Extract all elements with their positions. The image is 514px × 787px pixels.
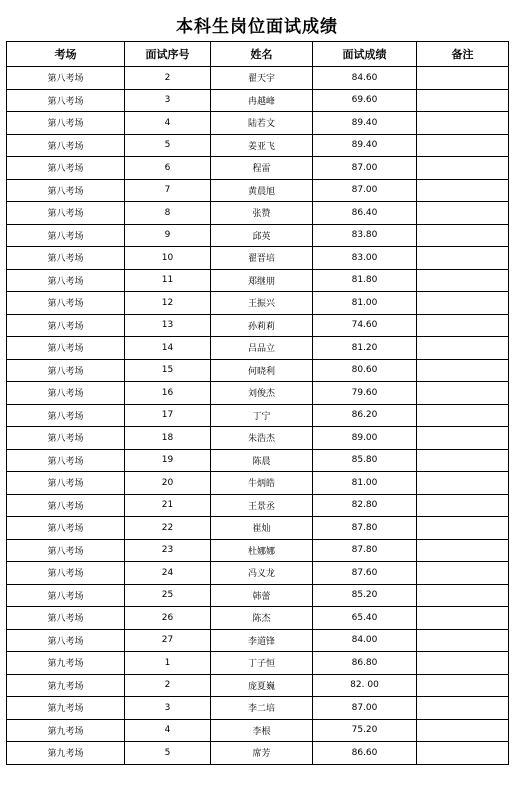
cell-note (417, 157, 509, 180)
cell-note (417, 584, 509, 607)
cell-score: 87.80 (313, 517, 417, 540)
header-row (7, 42, 509, 67)
cell-score: 81.00 (313, 292, 417, 315)
table-row (7, 179, 509, 202)
cell-room: 第八考场 (7, 359, 125, 382)
table-row (7, 134, 509, 157)
page-title: 本科生岗位面试成绩 (176, 17, 338, 37)
cell-name: 王振兴 (211, 292, 313, 315)
cell-room: 第八考场 (7, 224, 125, 247)
cell-room: 第九考场 (7, 742, 125, 765)
cell-seq: 20 (125, 472, 211, 495)
cell-note (417, 719, 509, 742)
cell-seq: 17 (125, 404, 211, 427)
cell-name: 程雷 (211, 157, 313, 180)
cell-note (417, 134, 509, 157)
cell-note (417, 674, 509, 697)
cell-note (417, 224, 509, 247)
cell-room: 第八考场 (7, 89, 125, 112)
cell-name: 陈晨 (211, 449, 313, 472)
cell-room: 第八考场 (7, 472, 125, 495)
cell-seq: 11 (125, 269, 211, 292)
cell-seq: 1 (125, 652, 211, 675)
cell-note (417, 652, 509, 675)
cell-seq: 22 (125, 517, 211, 540)
cell-score: 87.60 (313, 562, 417, 585)
table-row (7, 584, 509, 607)
cell-room: 第八考场 (7, 314, 125, 337)
cell-name: 李道锋 (211, 629, 313, 652)
cell-seq: 23 (125, 539, 211, 562)
cell-name: 翟晋培 (211, 247, 313, 270)
cell-seq: 3 (125, 89, 211, 112)
cell-name: 崔灿 (211, 517, 313, 540)
cell-score: 80.60 (313, 359, 417, 382)
cell-room: 第八考场 (7, 629, 125, 652)
cell-name: 姜亚飞 (211, 134, 313, 157)
cell-note (417, 67, 509, 90)
cell-name: 刘俊杰 (211, 382, 313, 405)
table-row (7, 292, 509, 315)
cell-room: 第八考场 (7, 202, 125, 225)
table-row (7, 427, 509, 450)
table-row (7, 89, 509, 112)
cell-seq: 9 (125, 224, 211, 247)
cell-name: 席芳 (211, 742, 313, 765)
cell-seq: 27 (125, 629, 211, 652)
cell-seq: 10 (125, 247, 211, 270)
table-row (7, 539, 509, 562)
table-row (7, 449, 509, 472)
cell-score: 84.60 (313, 67, 417, 90)
table-row (7, 382, 509, 405)
cell-room: 第八考场 (7, 382, 125, 405)
cell-seq: 15 (125, 359, 211, 382)
table-row (7, 562, 509, 585)
cell-name: 陈杰 (211, 607, 313, 630)
cell-note (417, 517, 509, 540)
table-row (7, 67, 509, 90)
cell-room: 第八考场 (7, 247, 125, 270)
cell-seq: 21 (125, 494, 211, 517)
cell-room: 第八考场 (7, 134, 125, 157)
cell-note (417, 382, 509, 405)
cell-room: 第八考场 (7, 494, 125, 517)
table-row (7, 359, 509, 382)
cell-note (417, 292, 509, 315)
cell-score: 87.00 (313, 697, 417, 720)
table-row (7, 494, 509, 517)
cell-note (417, 539, 509, 562)
cell-name: 冯义龙 (211, 562, 313, 585)
cell-score: 84.00 (313, 629, 417, 652)
cell-room: 第九考场 (7, 674, 125, 697)
table-row (7, 629, 509, 652)
cell-seq: 3 (125, 697, 211, 720)
cell-room: 第九考场 (7, 697, 125, 720)
cell-seq: 18 (125, 427, 211, 450)
cell-score: 86.20 (313, 404, 417, 427)
table-header (7, 42, 509, 67)
table-row (7, 472, 509, 495)
cell-seq: 14 (125, 337, 211, 360)
cell-name: 李二培 (211, 697, 313, 720)
cell-score: 82.80 (313, 494, 417, 517)
table-row (7, 337, 509, 360)
cell-name: 邱英 (211, 224, 313, 247)
cell-room: 第八考场 (7, 584, 125, 607)
cell-name: 杜娜娜 (211, 539, 313, 562)
cell-score: 87.00 (313, 157, 417, 180)
table-row (7, 674, 509, 697)
cell-room: 第八考场 (7, 292, 125, 315)
cell-score: 89.40 (313, 134, 417, 157)
cell-note (417, 427, 509, 450)
cell-room: 第八考场 (7, 404, 125, 427)
cell-name: 黄晨旭 (211, 179, 313, 202)
table-row (7, 652, 509, 675)
cell-room: 第八考场 (7, 517, 125, 540)
cell-name: 朱浩杰 (211, 427, 313, 450)
cell-seq: 2 (125, 67, 211, 90)
table-row (7, 269, 509, 292)
header-note: 备注 (417, 42, 509, 67)
cell-score: 81.20 (313, 337, 417, 360)
table-row (7, 314, 509, 337)
table-row (7, 224, 509, 247)
cell-seq: 26 (125, 607, 211, 630)
cell-note (417, 112, 509, 135)
cell-room: 第八考场 (7, 337, 125, 360)
cell-note (417, 359, 509, 382)
cell-score: 86.40 (313, 202, 417, 225)
cell-name: 王景丞 (211, 494, 313, 517)
table-row (7, 157, 509, 180)
cell-seq: 13 (125, 314, 211, 337)
cell-note (417, 449, 509, 472)
table-row (7, 697, 509, 720)
cell-name: 郑继朋 (211, 269, 313, 292)
cell-seq: 16 (125, 382, 211, 405)
cell-note (417, 202, 509, 225)
cell-note (417, 337, 509, 360)
cell-seq: 25 (125, 584, 211, 607)
cell-room: 第八考场 (7, 562, 125, 585)
table-row (7, 202, 509, 225)
table-row (7, 742, 509, 765)
cell-score: 65.40 (313, 607, 417, 630)
cell-room: 第八考场 (7, 269, 125, 292)
table-row (7, 517, 509, 540)
cell-note (417, 404, 509, 427)
cell-name: 丁宁 (211, 404, 313, 427)
cell-score: 74.60 (313, 314, 417, 337)
cell-seq: 2 (125, 674, 211, 697)
table-row (7, 404, 509, 427)
cell-name: 翟天宇 (211, 67, 313, 90)
cell-score: 89.00 (313, 427, 417, 450)
cell-name: 庞夏巍 (211, 674, 313, 697)
cell-note (417, 742, 509, 765)
cell-name: 何晓利 (211, 359, 313, 382)
header-room: 考场 (7, 42, 125, 67)
cell-name: 韩蕾 (211, 584, 313, 607)
cell-room: 第八考场 (7, 539, 125, 562)
cell-room: 第八考场 (7, 179, 125, 202)
cell-name: 李根 (211, 719, 313, 742)
cell-note (417, 179, 509, 202)
cell-name: 冉越峰 (211, 89, 313, 112)
cell-name: 孙莉莉 (211, 314, 313, 337)
cell-seq: 24 (125, 562, 211, 585)
cell-note (417, 269, 509, 292)
cell-note (417, 697, 509, 720)
cell-name: 丁子恒 (211, 652, 313, 675)
table-row (7, 607, 509, 630)
cell-score: 83.00 (313, 247, 417, 270)
cell-room: 第八考场 (7, 157, 125, 180)
cell-seq: 6 (125, 157, 211, 180)
cell-seq: 4 (125, 719, 211, 742)
cell-score: 86.60 (313, 742, 417, 765)
cell-note (417, 562, 509, 585)
cell-score: 82. 00 (313, 674, 417, 697)
cell-name: 牛炳皓 (211, 472, 313, 495)
cell-score: 85.80 (313, 449, 417, 472)
cell-seq: 5 (125, 134, 211, 157)
cell-note (417, 607, 509, 630)
table-row (7, 247, 509, 270)
cell-score: 81.80 (313, 269, 417, 292)
cell-seq: 4 (125, 112, 211, 135)
cell-score: 89.40 (313, 112, 417, 135)
cell-room: 第八考场 (7, 427, 125, 450)
cell-note (417, 247, 509, 270)
cell-name: 陆若文 (211, 112, 313, 135)
header-seq: 面试序号 (125, 42, 211, 67)
table-body (7, 67, 509, 765)
cell-score: 87.80 (313, 539, 417, 562)
header-name: 姓名 (211, 42, 313, 67)
header-score: 面试成绩 (313, 42, 417, 67)
cell-seq: 12 (125, 292, 211, 315)
cell-room: 第八考场 (7, 449, 125, 472)
table-row (7, 719, 509, 742)
cell-name: 吕品立 (211, 337, 313, 360)
cell-score: 86.80 (313, 652, 417, 675)
cell-note (417, 472, 509, 495)
cell-room: 第九考场 (7, 719, 125, 742)
cell-seq: 7 (125, 179, 211, 202)
cell-seq: 19 (125, 449, 211, 472)
cell-score: 81.00 (313, 472, 417, 495)
cell-room: 第八考场 (7, 607, 125, 630)
cell-score: 79.60 (313, 382, 417, 405)
cell-seq: 8 (125, 202, 211, 225)
cell-note (417, 314, 509, 337)
cell-room: 第八考场 (7, 112, 125, 135)
table-row (7, 112, 509, 135)
cell-score: 83.80 (313, 224, 417, 247)
cell-room: 第九考场 (7, 652, 125, 675)
cell-note (417, 629, 509, 652)
cell-score: 69.60 (313, 89, 417, 112)
score-table (6, 41, 509, 765)
cell-note (417, 89, 509, 112)
cell-name: 张赞 (211, 202, 313, 225)
cell-score: 85.20 (313, 584, 417, 607)
cell-score: 87.00 (313, 179, 417, 202)
cell-seq: 5 (125, 742, 211, 765)
cell-room: 第八考场 (7, 67, 125, 90)
cell-note (417, 494, 509, 517)
cell-score: 75.20 (313, 719, 417, 742)
